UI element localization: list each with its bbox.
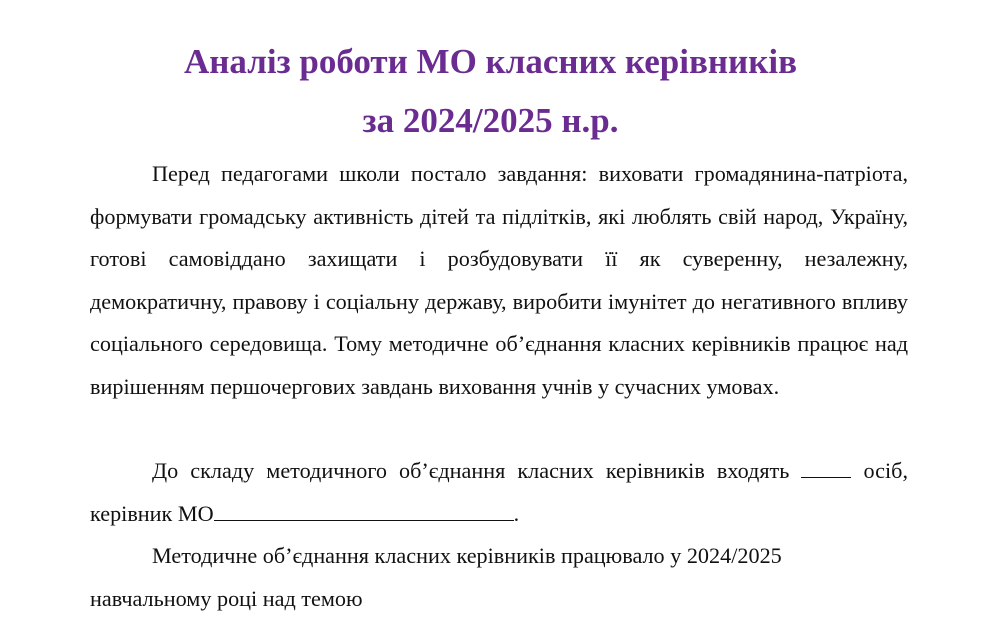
members-text: До складу методичного об’єднання класних керівників входять	[152, 458, 790, 483]
head-name-blank	[214, 498, 514, 520]
paragraph-theme: Методичне об’єднання класних керівників працювало у 2024/2025 навчальному році над темою	[90, 543, 782, 611]
paragraph-intro: Перед педагогами школи постало завдання: виховати громадянина-патріота, формувати громадську активність дітей та підлітків, які люблять свій народ, Україну, готові самовіддано захищати і розбудовувати її як суверенну, незалежну, демократичну, правову і соціальну державу, виробити імунітет до негативного впливу соціального середовища. Тому методичне об’єднання класних керівників працює над вирішенням першочергових завдань виховання учнів у сучасних умовах.	[90, 161, 908, 399]
members-period: .	[513, 500, 520, 526]
head-label: осіб, керівник МО	[90, 458, 909, 526]
document-title-line-2: за 2024/2025 н.р.	[362, 101, 619, 140]
paragraph-members	[90, 450, 908, 535]
document-title-line-1: Аналіз роботи МО класних керівників	[183, 42, 798, 81]
members-count-blank	[801, 456, 851, 478]
